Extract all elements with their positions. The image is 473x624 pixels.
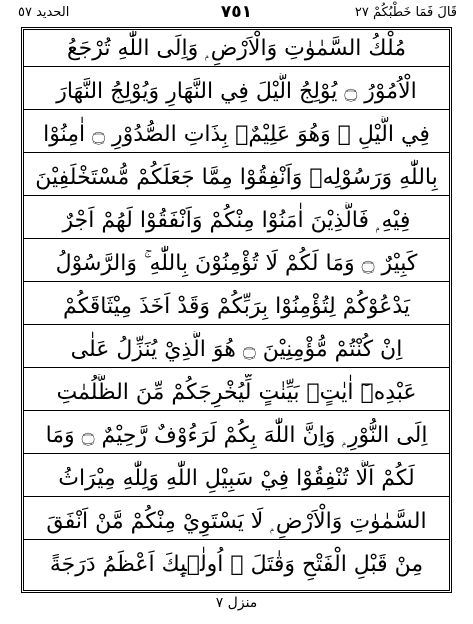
text-line: يَدْعُوْكُمْ لِتُؤْمِنُوْا بِرَبِّكُمْ وَقَدْ اَخَذَ مِيْثَاقَكُمْ <box>24 288 449 325</box>
text-line: فِي الَّيْلِ ۭ وَهُوَ عَلِيْمٌۢ بِذَاتِ الصُّدُوْرِ ۝ اٰمِنُوْا <box>24 116 449 153</box>
juz-name-label: قَالَ فَمَا خَطْبُكُمْ ٢٧ <box>354 5 457 20</box>
page-header <box>0 0 473 26</box>
text-body <box>24 30 449 590</box>
text-line: الْاُمُوْرُ ۝ يُوْلِجُ الَّيْلَ فِي النَّهَارِ وَيُوْلِجُ النَّهَارَ <box>24 73 449 110</box>
text-line: اِنْ كُنْتُمْ مُّؤْمِنِيْنَ ۝ هُوَ الَّذِيْ يُنَزِّلُ عَلٰى <box>24 331 449 368</box>
page-number: ٧٥١ <box>220 2 253 22</box>
text-line: كَبِيْرٌ ۝ وَمَا لَكُمْ لَا تُؤْمِنُوْنَ بِاللّٰهِ ۚ وَالرَّسُوْلُ <box>24 245 449 282</box>
text-line: عَبْدِهٖٓ اٰيٰتٍۢ بَيِّنٰتٍ لِّيُخْرِجَكُمْ مِّنَ الظُّلُمٰتِ <box>24 374 449 411</box>
text-line: لَكُمْ اَلَّا تُنْفِقُوْا فِيْ سَبِيْلِ اللّٰهِ وَلِلّٰهِ مِيْرَاثُ <box>24 460 449 497</box>
text-line: مُلْكُ السَّمٰوٰتِ وَالْاَرْضِ ۭ وَاِلَى اللّٰهِ تُرْجَعُ <box>24 30 449 67</box>
surah-name-label: الحديد ٥٧ <box>18 5 70 20</box>
text-line: السَّمٰوٰتِ وَالْاَرْضِ ۭ لَا يَسْتَوِيْ مِنْكُمْ مَّنْ اَنْفَقَ <box>24 503 449 540</box>
text-line: مِنْ قَبْلِ الْفَتْحِ وَقٰتَلَ ۭ اُولٰۗىِٕكَ اَعْظَمُ دَرَجَةً <box>49 552 424 577</box>
page-footer: منزل ٧ <box>215 595 258 611</box>
text-line: فِيْهِ ۭ فَالَّذِيْنَ اٰمَنُوْا مِنْكُمْ وَاَنْفَقُوْا لَهُمْ اَجْرٌ <box>24 202 449 239</box>
text-line: بِاللّٰهِ وَرَسُوْلِهٖ وَاَنْفِقُوْا مِمَّا جَعَلَكُمْ مُّسْتَخْلَفِيْنَ <box>24 159 449 196</box>
text-line: اِلَى النُّوْرِ ۭ وَاِنَّ اللّٰهَ بِكُمْ لَرَءُوْفٌ رَّحِيْمٌ ۝ وَمَا <box>24 417 449 454</box>
